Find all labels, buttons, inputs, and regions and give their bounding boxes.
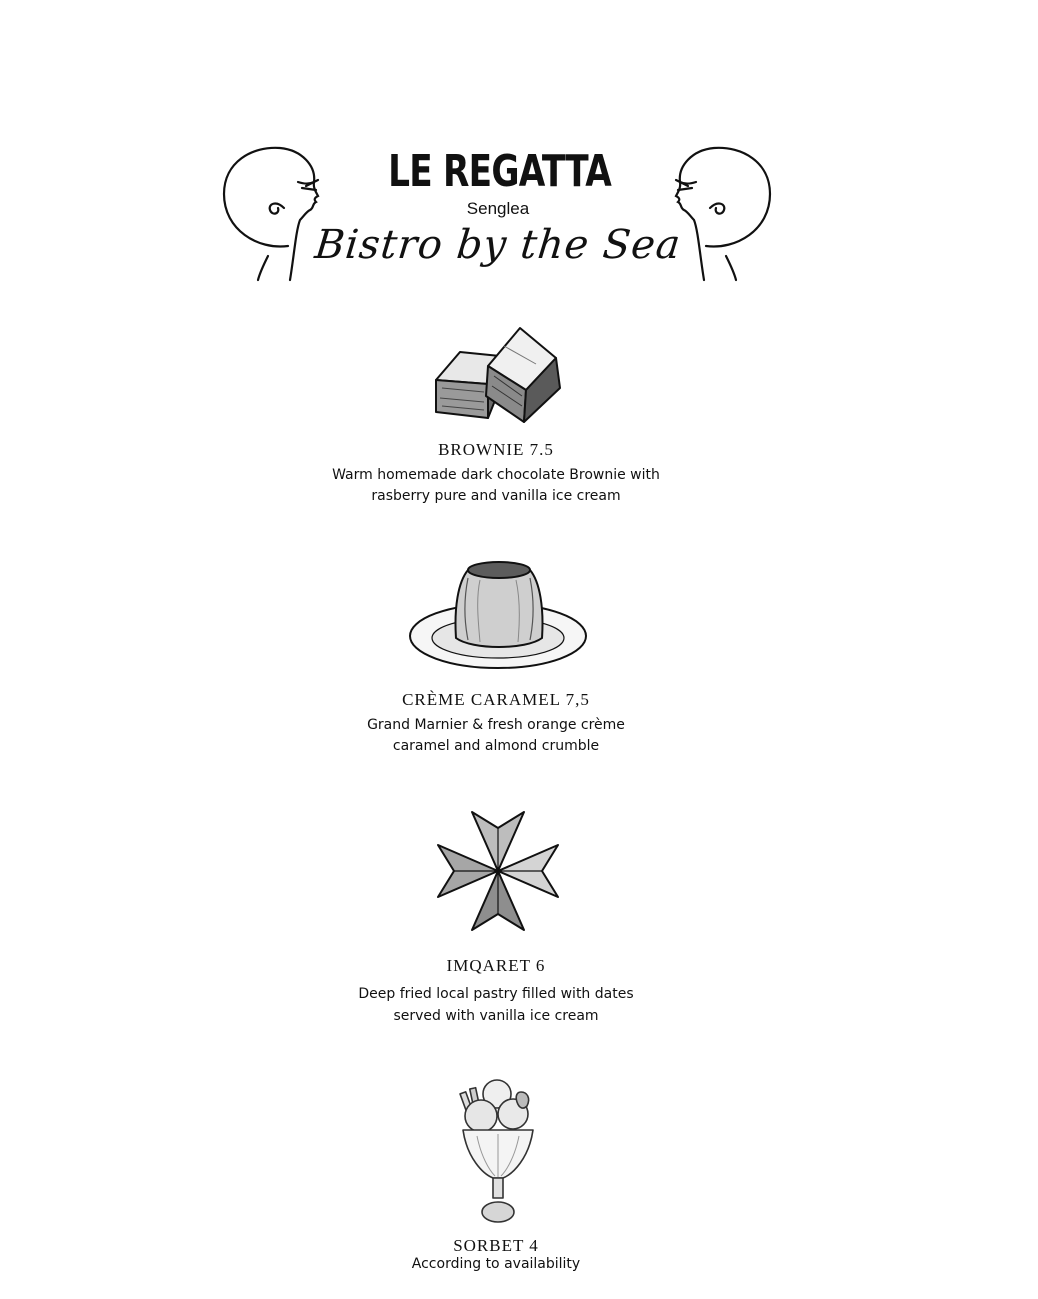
item-desc-imqaret-line2: served with vanilla ice cream	[393, 1008, 599, 1024]
item-desc-brownie-line2: rasberry pure and vanilla ice cream	[371, 488, 621, 504]
item-title-brownie: BROWNIE 7.5	[438, 440, 554, 459]
item-title-creme-caramel: CRÈME CARAMEL 7,5	[402, 690, 590, 709]
item-title-sorbet: SORBET 4	[453, 1236, 539, 1255]
maltese-cross-icon	[0, 810, 996, 937]
item-title-imqaret: IMQARET 6	[446, 956, 546, 975]
brand-title: LE REGATTA	[388, 146, 612, 197]
creme-caramel-icon	[0, 558, 996, 679]
item-desc-creme-caramel-line2: caramel and almond crumble	[392, 738, 600, 754]
item-desc-brownie-line1: Warm homemade dark chocolate Brownie with	[332, 467, 660, 483]
item-desc-sorbet-line1: According to availability	[411, 1256, 581, 1272]
item-desc-imqaret-line1: Deep fried local pastry filled with dates	[358, 986, 634, 1002]
tagline: Bistro by the Sea	[312, 222, 684, 268]
brownie-icon	[0, 322, 996, 431]
ice-cream-sundae-icon	[0, 1078, 996, 1233]
location-label: Senglea	[466, 199, 530, 218]
item-desc-creme-caramel-line1: Grand Marnier & fresh orange crème	[367, 717, 625, 733]
